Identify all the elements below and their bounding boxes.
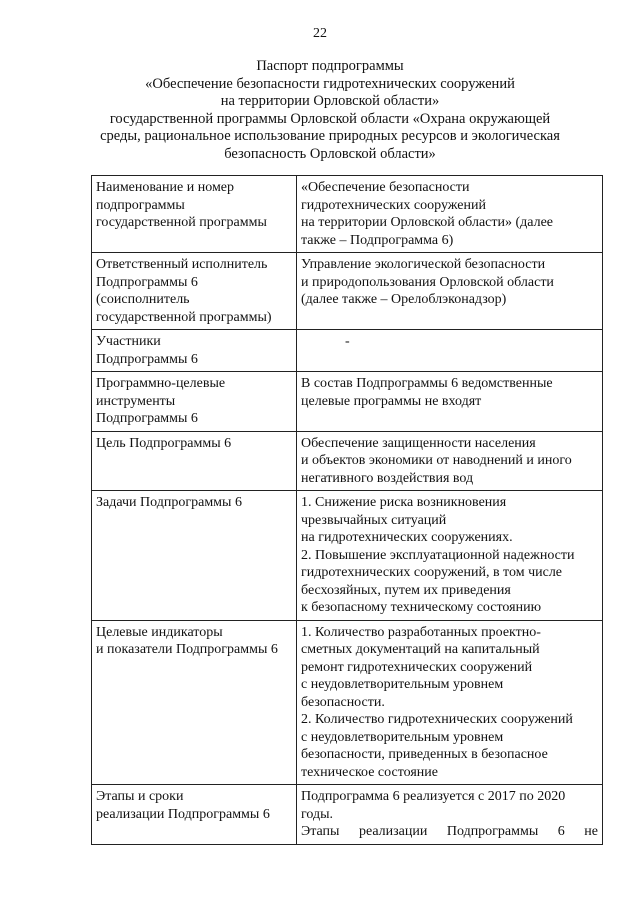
row-value-cell xyxy=(297,785,603,845)
table-row xyxy=(92,372,603,432)
table-row xyxy=(92,785,603,845)
row-value-line: 1. Снижение риска возникновения xyxy=(301,495,507,510)
row-value-line: сметных документаций на капитальный xyxy=(301,642,540,657)
table-row xyxy=(92,330,603,372)
row-value-line: «Обеспечение безопасности xyxy=(301,180,470,195)
row-value-line: гидротехнических сооружений xyxy=(301,197,486,213)
row-value-word: реализации xyxy=(358,824,428,839)
table-row xyxy=(92,176,603,253)
row-value-line: безопасности. xyxy=(301,694,385,710)
row-label-cell xyxy=(92,785,297,845)
row-label-line: Подпрограммы 6 xyxy=(96,351,198,367)
row-label-line: Цель Подпрограммы 6 xyxy=(96,435,232,451)
row-label-line: и показатели Подпрограммы 6 xyxy=(96,642,278,657)
row-label-cell xyxy=(92,176,297,253)
row-label-line: Участники xyxy=(96,334,161,349)
row-value-line: также – Подпрограмма 6) xyxy=(301,232,454,248)
table-row xyxy=(92,253,603,330)
row-value-line: безопасности, приведенных в безопасное xyxy=(301,747,548,762)
row-label-line: Задачи Подпрограммы 6 xyxy=(96,495,242,510)
title-line: «Обеспечение безопасности гидротехнических сооружений xyxy=(145,75,515,92)
row-value-justified-line xyxy=(301,823,598,841)
row-label-line: Программно-целевые xyxy=(96,376,226,391)
row-label-cell xyxy=(92,620,297,785)
row-label-line: подпрограммы xyxy=(96,197,185,213)
row-value-word: Этапы xyxy=(301,824,340,839)
row-value-line: ремонт гидротехнических сооружений xyxy=(301,659,533,675)
row-value-line: гидротехнических сооружений, в том числе xyxy=(301,565,563,580)
row-value-line: 1. Количество разработанных проектно- xyxy=(301,624,541,640)
row-label-cell xyxy=(92,372,297,432)
row-value-word: не xyxy=(584,824,598,839)
row-value-line: с неудовлетворительным уровнем xyxy=(301,677,504,692)
row-label-cell xyxy=(92,330,297,372)
row-value-cell xyxy=(297,491,603,621)
row-value-cell xyxy=(297,372,603,432)
row-value-line: с неудовлетворительным уровнем xyxy=(301,729,504,745)
table-row xyxy=(92,491,603,621)
passport-table xyxy=(91,175,603,845)
row-label-line: государственной программы) xyxy=(96,309,272,325)
row-value-line: Обеспечение защищенности населения xyxy=(301,435,536,451)
row-value-line: В состав Подпрограммы 6 ведомственные xyxy=(301,376,553,391)
document-title xyxy=(70,58,590,163)
title-line: среды, рациональное использование природных ресурсов и экологическая xyxy=(100,128,560,144)
title-line: Паспорт подпрограммы xyxy=(256,58,404,74)
row-value-line: техническое состояние xyxy=(301,764,439,780)
row-label-cell xyxy=(92,431,297,491)
table-row xyxy=(92,431,603,491)
row-value-line: и природопользования Орловской области xyxy=(301,274,554,290)
title-line: безопасность Орловской области» xyxy=(224,145,436,162)
row-label-cell xyxy=(92,491,297,621)
row-value-line: - xyxy=(345,334,350,349)
row-value-line: на гидротехнических сооружениях. xyxy=(301,530,513,545)
row-value-cell xyxy=(297,176,603,253)
row-value-word: Подпрограммы xyxy=(446,824,539,839)
row-value-line: годы. xyxy=(301,806,334,822)
row-label-line: Этапы и сроки xyxy=(96,789,184,804)
row-value-line: на территории Орловской области» (далее xyxy=(301,215,554,230)
row-label-line: реализации Подпрограммы 6 xyxy=(96,806,270,822)
row-value-line: негативного воздействия вод xyxy=(301,470,474,486)
row-label-line: (соисполнитель xyxy=(96,292,190,307)
row-label-cell xyxy=(92,253,297,330)
row-value-cell xyxy=(297,253,603,330)
row-value-word: 6 xyxy=(557,824,565,839)
row-value-line: к безопасному техническому состоянию xyxy=(301,600,542,615)
row-value-line: Управление экологической безопасности xyxy=(301,257,546,272)
row-label-line: государственной программы xyxy=(96,215,267,230)
row-label-line: Подпрограммы 6 xyxy=(96,274,198,290)
row-label-line: Подпрограммы 6 xyxy=(96,411,198,426)
row-value-line: чрезвычайных ситуаций xyxy=(301,512,447,528)
row-label-line: инструменты xyxy=(96,393,176,409)
row-value-line: Подпрограмма 6 реализуется с 2017 по 2020 xyxy=(301,789,566,804)
title-line: государственной программы Орловской области «Охрана окружающей xyxy=(109,110,551,127)
row-value-line: 2. Повышение эксплуатационной надежности xyxy=(301,547,575,563)
row-label-line: Наименование и номер xyxy=(96,180,235,195)
row-value-cell xyxy=(297,620,603,785)
row-value-line: бесхозяйных, путем их приведения xyxy=(301,582,511,598)
row-label-line: Целевые индикаторы xyxy=(96,624,223,640)
table-row xyxy=(92,620,603,785)
row-label-line: Ответственный исполнитель xyxy=(96,257,268,272)
row-value-line: (далее также – Орелоблэконадзор) xyxy=(301,292,507,307)
row-value-line: целевые программы не входят xyxy=(301,393,482,409)
title-line: на территории Орловской области» xyxy=(220,93,440,109)
row-value-cell xyxy=(297,330,603,372)
row-value-line: 2. Количество гидротехнических сооружений xyxy=(301,712,573,727)
page-number: 22 xyxy=(313,26,327,41)
row-value-line: и объектов экономики от наводнений и иного xyxy=(301,453,572,468)
row-value-cell xyxy=(297,431,603,491)
